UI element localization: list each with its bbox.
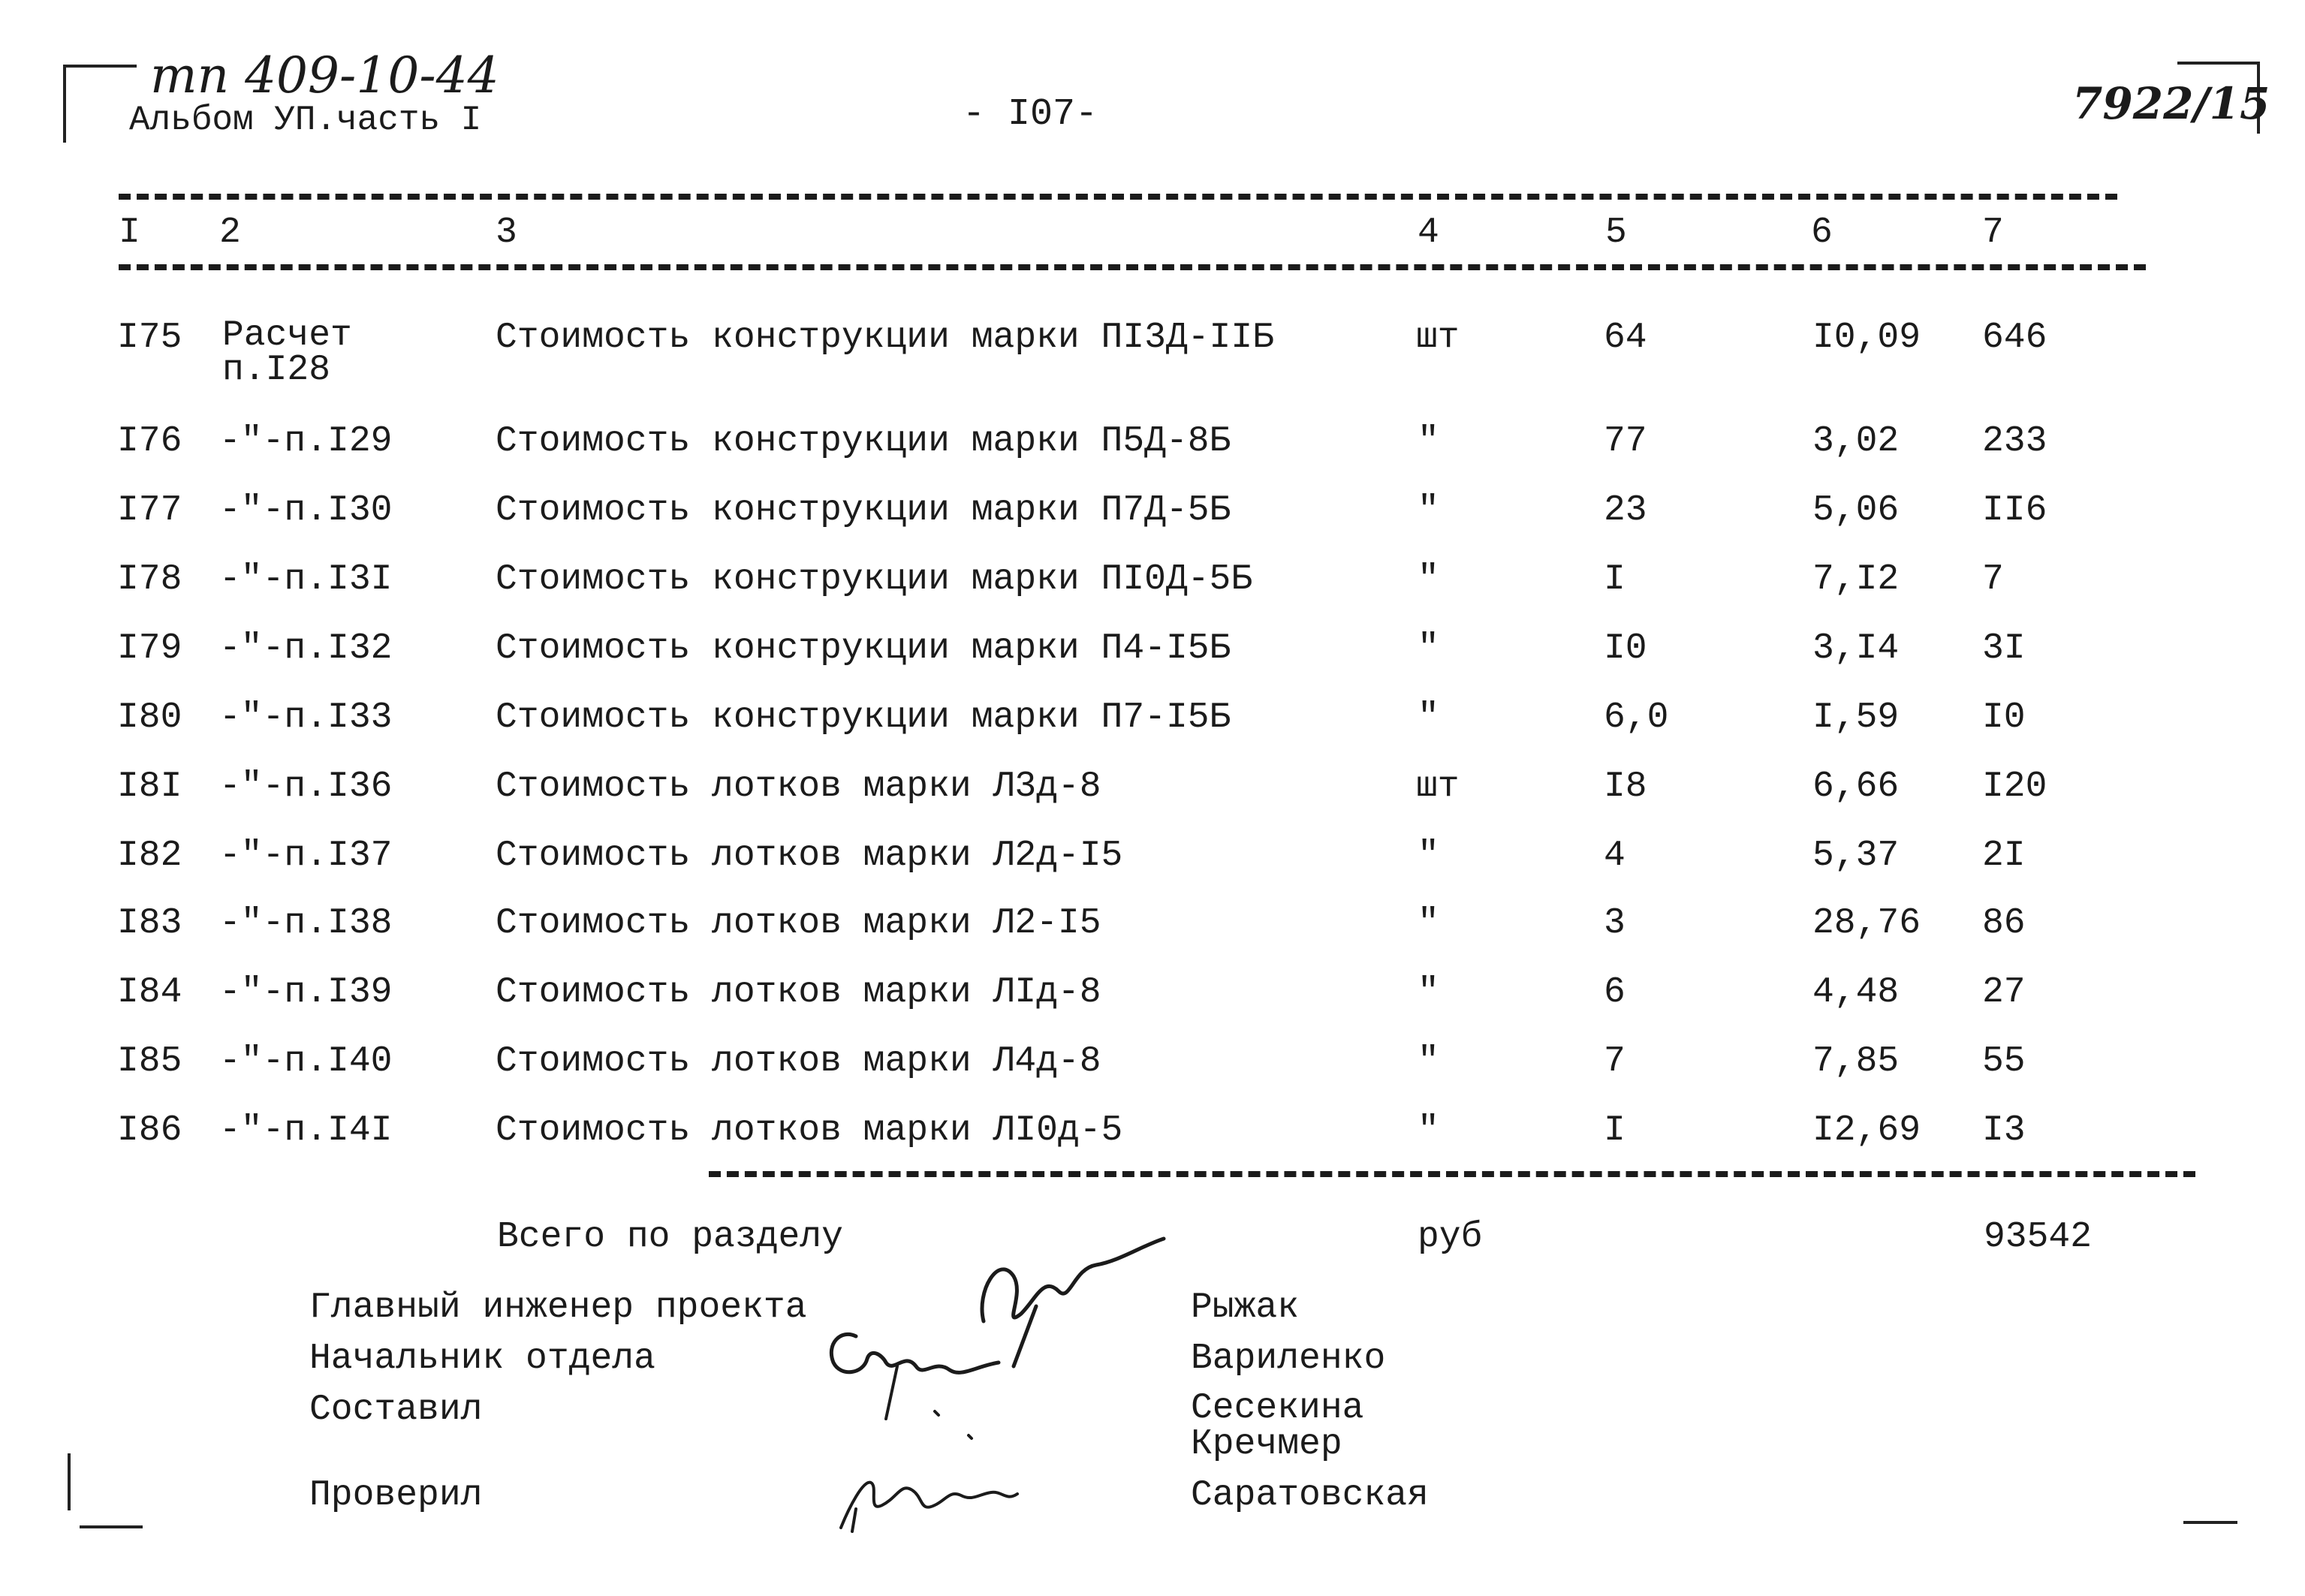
frame-corner-top-right-h xyxy=(2177,62,2260,65)
row-number: I79 xyxy=(117,628,182,669)
row-quantity: 77 xyxy=(1604,421,1647,462)
row-description: Стоимость лотков марки Л2-I5 xyxy=(496,903,1101,944)
row-description: Стоимость лотков марки Л4д-8 xyxy=(496,1041,1101,1082)
row-number: I8I xyxy=(117,766,182,807)
row-price: 7,I2 xyxy=(1812,559,1900,600)
summary-label: Всего по разделу xyxy=(497,1217,843,1257)
row-price: 5,06 xyxy=(1812,490,1900,531)
row-reference: -"-п.I4I xyxy=(219,1110,393,1151)
row-unit: " xyxy=(1418,421,1439,462)
table-header-bottom-rule xyxy=(119,264,2146,270)
column-header-2: 2 xyxy=(219,212,241,253)
signature-name: Вариленко xyxy=(1191,1339,1386,1379)
row-number: I75 xyxy=(117,318,182,358)
row-number: I76 xyxy=(117,421,182,462)
album-title: Альбом УП.часть I xyxy=(129,101,482,140)
column-header-3: 3 xyxy=(496,212,517,253)
row-reference: -"-п.I40 xyxy=(219,1041,393,1082)
row-number: I77 xyxy=(117,490,182,531)
row-description: Стоимость лотков марки ЛIд-8 xyxy=(496,972,1101,1013)
signature-role: Главный инженер проекта xyxy=(309,1287,807,1328)
table-bottom-rule xyxy=(709,1171,2195,1177)
row-unit: " xyxy=(1418,836,1439,876)
row-total: 27 xyxy=(1982,972,2026,1013)
row-unit: " xyxy=(1418,559,1439,600)
row-total: 646 xyxy=(1982,318,2047,358)
column-header-6: 6 xyxy=(1811,212,1833,253)
row-description: Стоимость лотков марки Л3д-8 xyxy=(496,766,1101,807)
row-price: 7,85 xyxy=(1812,1041,1900,1082)
row-total: 3I xyxy=(1982,628,2026,669)
row-number: I84 xyxy=(117,972,182,1013)
row-reference: -"-п.I38 xyxy=(219,903,393,944)
row-unit: " xyxy=(1418,1110,1439,1151)
signature-role: Проверил xyxy=(309,1475,483,1516)
frame-corner-top-left-v xyxy=(63,65,66,143)
row-description: Стоимость лотков марки Л2д-I5 xyxy=(496,836,1123,876)
row-number: I78 xyxy=(117,559,182,600)
signature-role: Составил xyxy=(309,1390,483,1430)
row-price: 4,48 xyxy=(1812,972,1900,1013)
summary-unit: руб xyxy=(1418,1217,1483,1257)
sheet-reference: 7922/15 xyxy=(2072,78,2270,129)
row-total: I3 xyxy=(1982,1110,2026,1151)
row-reference: -"-п.I36 xyxy=(219,766,393,807)
row-price: 28,76 xyxy=(1812,903,1921,944)
row-total: I20 xyxy=(1982,766,2047,807)
row-quantity: I xyxy=(1604,1110,1626,1151)
row-quantity: I xyxy=(1604,559,1626,600)
row-quantity: 64 xyxy=(1604,318,1647,358)
frame-corner-top-left-h xyxy=(63,65,137,68)
row-price: I0,09 xyxy=(1812,318,1921,358)
row-total: 86 xyxy=(1982,903,2026,944)
row-total: 2I xyxy=(1982,836,2026,876)
row-quantity: I8 xyxy=(1604,766,1647,807)
row-reference: -"-п.I30 xyxy=(219,490,393,531)
row-quantity: 6,0 xyxy=(1604,697,1669,738)
row-description: Стоимость конструкции марки П5Д-8Б xyxy=(496,421,1231,462)
row-reference: -"-п.I37 xyxy=(219,836,393,876)
row-number: I80 xyxy=(117,697,182,738)
row-number: I82 xyxy=(117,836,182,876)
row-quantity: 4 xyxy=(1604,836,1626,876)
row-reference: -"-п.I33 xyxy=(219,697,393,738)
row-price: 5,37 xyxy=(1812,836,1900,876)
frame-corner-bottom-right-h xyxy=(2183,1521,2237,1524)
row-price: I2,69 xyxy=(1812,1110,1921,1151)
row-unit: шт xyxy=(1416,318,1460,358)
row-unit: " xyxy=(1418,697,1439,738)
row-quantity: I0 xyxy=(1604,628,1647,669)
row-number: I83 xyxy=(117,903,182,944)
signature-name: Сесекина Кречмер xyxy=(1191,1388,1364,1465)
row-quantity: 23 xyxy=(1604,490,1647,531)
table-header-top-rule xyxy=(119,194,2117,200)
row-description: Стоимость конструкции марки П4-I5Б xyxy=(496,628,1231,669)
frame-corner-bottom-left-h xyxy=(80,1525,143,1528)
row-quantity: 3 xyxy=(1604,903,1626,944)
frame-corner-bottom-left-v xyxy=(68,1453,71,1510)
document-code: тп 409-10-44 xyxy=(150,47,499,104)
column-header-4: 4 xyxy=(1418,212,1439,253)
row-quantity: 7 xyxy=(1604,1041,1626,1082)
row-total: 233 xyxy=(1982,421,2047,462)
row-unit: " xyxy=(1418,1041,1439,1082)
row-reference: -"-п.I29 xyxy=(219,421,393,462)
row-number: I86 xyxy=(117,1110,182,1151)
row-unit: " xyxy=(1418,490,1439,531)
handwritten-signature xyxy=(811,1224,1171,1539)
row-description: Стоимость конструкции марки ПI3Д-IIБ xyxy=(496,318,1274,358)
row-unit: шт xyxy=(1416,766,1460,807)
row-price: 3,02 xyxy=(1812,421,1900,462)
row-total: 55 xyxy=(1982,1041,2026,1082)
row-reference: -"-п.I32 xyxy=(219,628,393,669)
page-number: - I07- xyxy=(963,93,1098,136)
summary-total: 93542 xyxy=(1984,1217,2093,1257)
row-unit: " xyxy=(1418,972,1439,1013)
row-description: Стоимость конструкции марки П7-I5Б xyxy=(496,697,1231,738)
row-total: 7 xyxy=(1982,559,2004,600)
row-description: Стоимость конструкции марки П7Д-5Б xyxy=(496,490,1231,531)
column-header-1: I xyxy=(119,212,140,253)
column-header-7: 7 xyxy=(1982,212,2004,253)
row-total: I0 xyxy=(1982,697,2026,738)
row-price: I,59 xyxy=(1812,697,1900,738)
signature-name: Рыжак xyxy=(1191,1287,1300,1328)
row-price: 3,I4 xyxy=(1812,628,1900,669)
row-unit: " xyxy=(1418,903,1439,944)
row-reference: -"-п.I39 xyxy=(219,972,393,1013)
row-description: Стоимость лотков марки ЛI0д-5 xyxy=(496,1110,1123,1151)
row-description: Стоимость конструкции марки ПI0Д-5Б xyxy=(496,559,1253,600)
row-number: I85 xyxy=(117,1041,182,1082)
row-reference: Расчет п.I28 xyxy=(222,315,352,390)
row-total: II6 xyxy=(1982,490,2047,531)
column-header-5: 5 xyxy=(1605,212,1627,253)
row-unit: " xyxy=(1418,628,1439,669)
row-reference: -"-п.I3I xyxy=(219,559,393,600)
signature-name: Саратовская xyxy=(1191,1475,1429,1516)
signature-role: Начальник отдела xyxy=(309,1339,655,1379)
row-quantity: 6 xyxy=(1604,972,1626,1013)
row-price: 6,66 xyxy=(1812,766,1900,807)
